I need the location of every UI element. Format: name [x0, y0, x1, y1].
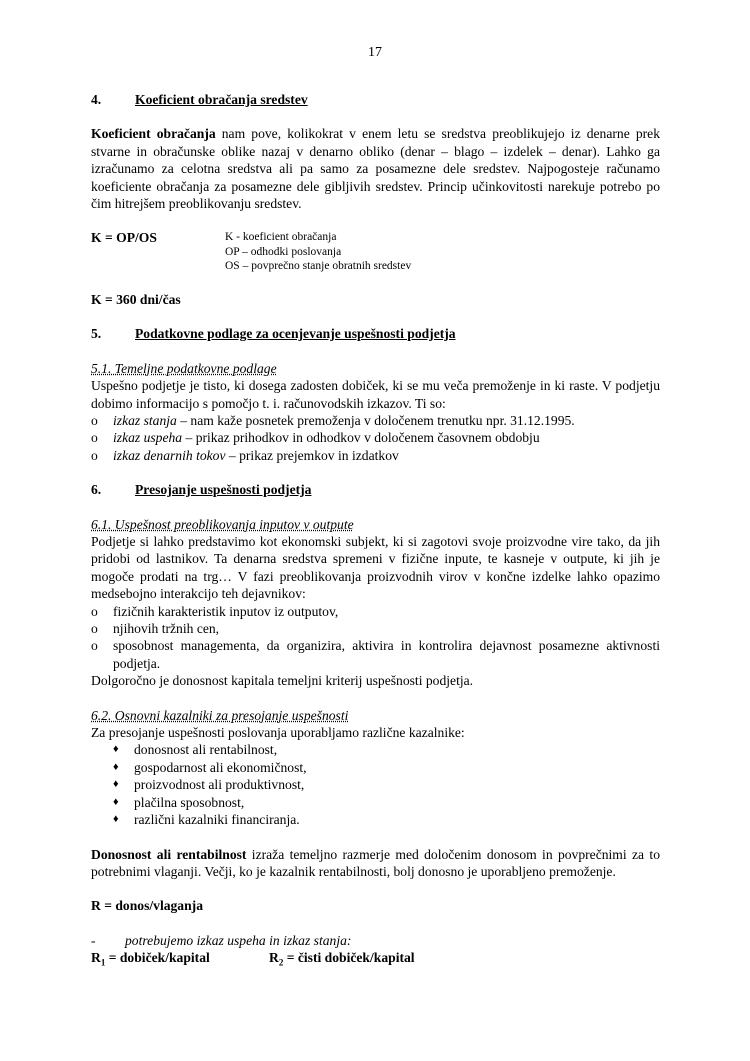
item-text: gospodarnost ali ekonomičnost,	[134, 759, 307, 775]
term-bold: Koeficient obračanja	[91, 126, 216, 142]
legend-line: OP – odhodki poslovanja	[225, 245, 342, 258]
item-text: donosnost ali rentabilnost,	[134, 742, 278, 758]
bullet-circle-icon: o	[91, 430, 98, 446]
section-6-title: Presojanje uspešnosti podjetja	[135, 482, 312, 498]
section-4-number: 4.	[91, 92, 102, 107]
subsection-5-1-title: 5.1. Temeljne podatkovne podlage	[91, 360, 277, 376]
item-term: izkaz stanja	[113, 412, 177, 428]
list-item	[91, 637, 660, 672]
legend-line: K - koeficient obračanja	[225, 231, 337, 244]
formula-legend	[225, 229, 411, 274]
list-item	[91, 794, 660, 811]
item-text: sposobnost managementa, da organizira, aktivira in kontrolira dejavnost posamezne aktivnosti podjetja.	[113, 638, 660, 671]
list-item	[91, 620, 660, 637]
r2-expression: = čisti dobiček/kapital	[283, 950, 415, 966]
dash-marker: -	[91, 932, 96, 948]
section-6-1-conclusion: Dolgoročno je donosnost kapitala temeljni kriterij uspešnosti podjetja.	[91, 673, 474, 689]
section-4-paragraph	[91, 125, 660, 212]
section-6-heading	[91, 481, 660, 498]
subsection-6-1-title: 6.1. Uspešnost preoblikovanja inputov v outpute	[91, 516, 354, 532]
item-text: – nam kaže posnetek premoženja v določenem trenutku npr. 31.12.1995.	[176, 412, 575, 428]
list-item	[91, 759, 660, 776]
r1-expression: = dobiček/kapital	[105, 950, 210, 966]
section-5-number: 5.	[91, 326, 102, 342]
statements-list	[91, 412, 660, 464]
formula-r1	[91, 949, 269, 972]
bullet-circle-icon: o	[91, 447, 98, 463]
diamond-bullet-icon: ♦	[113, 795, 119, 808]
diamond-bullet-icon: ♦	[113, 743, 119, 756]
subsection-6-2-title: 6.2. Osnovni kazalniki za presojanje uspešnosti	[91, 707, 349, 723]
section-5-heading	[91, 325, 660, 342]
interaction-factors-list	[91, 603, 660, 673]
r2-symbol: R	[269, 950, 279, 966]
r1-symbol: R	[91, 950, 101, 966]
list-item	[91, 603, 660, 620]
item-text: – prikaz prejemkov in izdatkov	[225, 447, 399, 463]
list-item	[91, 447, 660, 464]
formula-k-days: K = 360 dni/čas	[91, 291, 181, 307]
item-term: izkaz denarnih tokov	[113, 447, 226, 463]
list-item	[91, 412, 660, 429]
bullet-circle-icon: o	[91, 621, 98, 637]
diamond-bullet-icon: ♦	[113, 760, 119, 773]
diamond-bullet-icon: ♦	[113, 778, 119, 791]
page-content	[91, 91, 660, 972]
note-text: potrebujemo izkaz uspeha in izkaz stanja:	[125, 932, 352, 948]
list-item	[91, 811, 660, 828]
section-6-number: 6.	[91, 482, 102, 498]
section-4-title: Koeficient obračanja sredstev	[135, 92, 308, 107]
item-text: – prikaz prihodkov in odhodkov v določenem časovnem obdobju	[182, 430, 540, 446]
diamond-bullet-icon: ♦	[113, 813, 119, 826]
paragraph-text: izraža temeljno razmerje med določenim donosom in povprečnimi za to potrebnimi vlaganji. Večji, ko je kazalnik rentabilnosti, bolj donosno je uporabljeno premoženje.	[91, 846, 660, 879]
page-number: 17	[368, 45, 382, 60]
section-4-heading	[91, 91, 660, 108]
item-term: izkaz uspeha	[113, 430, 183, 446]
profitability-paragraph	[91, 846, 660, 881]
list-item	[91, 776, 660, 793]
formula-r2	[269, 949, 415, 972]
term-bold: Donosnost ali rentabilnost	[91, 846, 247, 862]
formula-k-expression: K = OP/OS	[91, 230, 157, 246]
note-line	[91, 932, 660, 949]
formula-k	[91, 229, 660, 274]
item-text: različni kazalniki financiranja.	[134, 812, 300, 828]
r1-subscript: 1	[100, 957, 106, 968]
list-item	[91, 741, 660, 758]
item-text: fizičnih karakteristik inputov iz outputov,	[113, 603, 339, 619]
item-text: plačilna sposobnost,	[134, 794, 245, 810]
bullet-circle-icon: o	[91, 603, 98, 619]
section-5-title: Podatkovne podlage za ocenjevanje uspešnosti podjetja	[135, 326, 456, 342]
item-text: njihovih tržnih cen,	[113, 621, 220, 637]
formula-r-variants	[91, 949, 660, 972]
formula-r: R = donos/vlaganja	[91, 898, 203, 914]
legend-line: OS – povprečno stanje obratnih sredstev	[225, 260, 412, 273]
list-item	[91, 429, 660, 446]
section-6-1-paragraph: Podjetje si lahko predstavimo kot ekonomski subjekt, ki si zagotovi svoje proizvodne vire tako, da jih pridobi od lastnikov. Ta denarna sredstva spremeni v fizične inpute, te kasneje v outpute, ki jih je mogoče prodati na trg… V fazi preoblikovanja proizvodnih virov v končne izdelke lahko opazimo medsebojno interakcijo teh dejavnikov:	[91, 534, 660, 602]
paragraph-text: nam pove, kolikokrat v enem letu se sredstva preoblikujejo iz denarne prek stvarne in obračunske oblike nazaj v denarno obliko (denar – blago – izdelek – denar). Lahko ga izračunamo za celotna sredstva ali pa samo za posamezne dele sredstev. Najpogosteje računamo koeficiente obračanja za posamezne dele gibljivih sredstev. Princip učinkovitosti narekuje potrebo po čim hitrejšem preoblikovanju sredstev.	[91, 126, 660, 212]
bullet-circle-icon: o	[91, 412, 98, 428]
r2-subscript: 2	[278, 957, 284, 968]
item-text: proizvodnost ali produktivnost,	[134, 777, 305, 793]
section-5-paragraph: Uspešno podjetje je tisto, ki dosega zadosten dobiček, ki se mu veča premoženje in ki raste. V podjetju dobimo informacijo s pomočjo t. i. računovodskih izkazov. Ti so:	[91, 378, 660, 411]
indicators-list	[91, 741, 660, 828]
section-6-2-paragraph: Za presojanje uspešnosti poslovanja uporabljamo različne kazalnike:	[91, 725, 465, 741]
bullet-circle-icon: o	[91, 638, 98, 654]
